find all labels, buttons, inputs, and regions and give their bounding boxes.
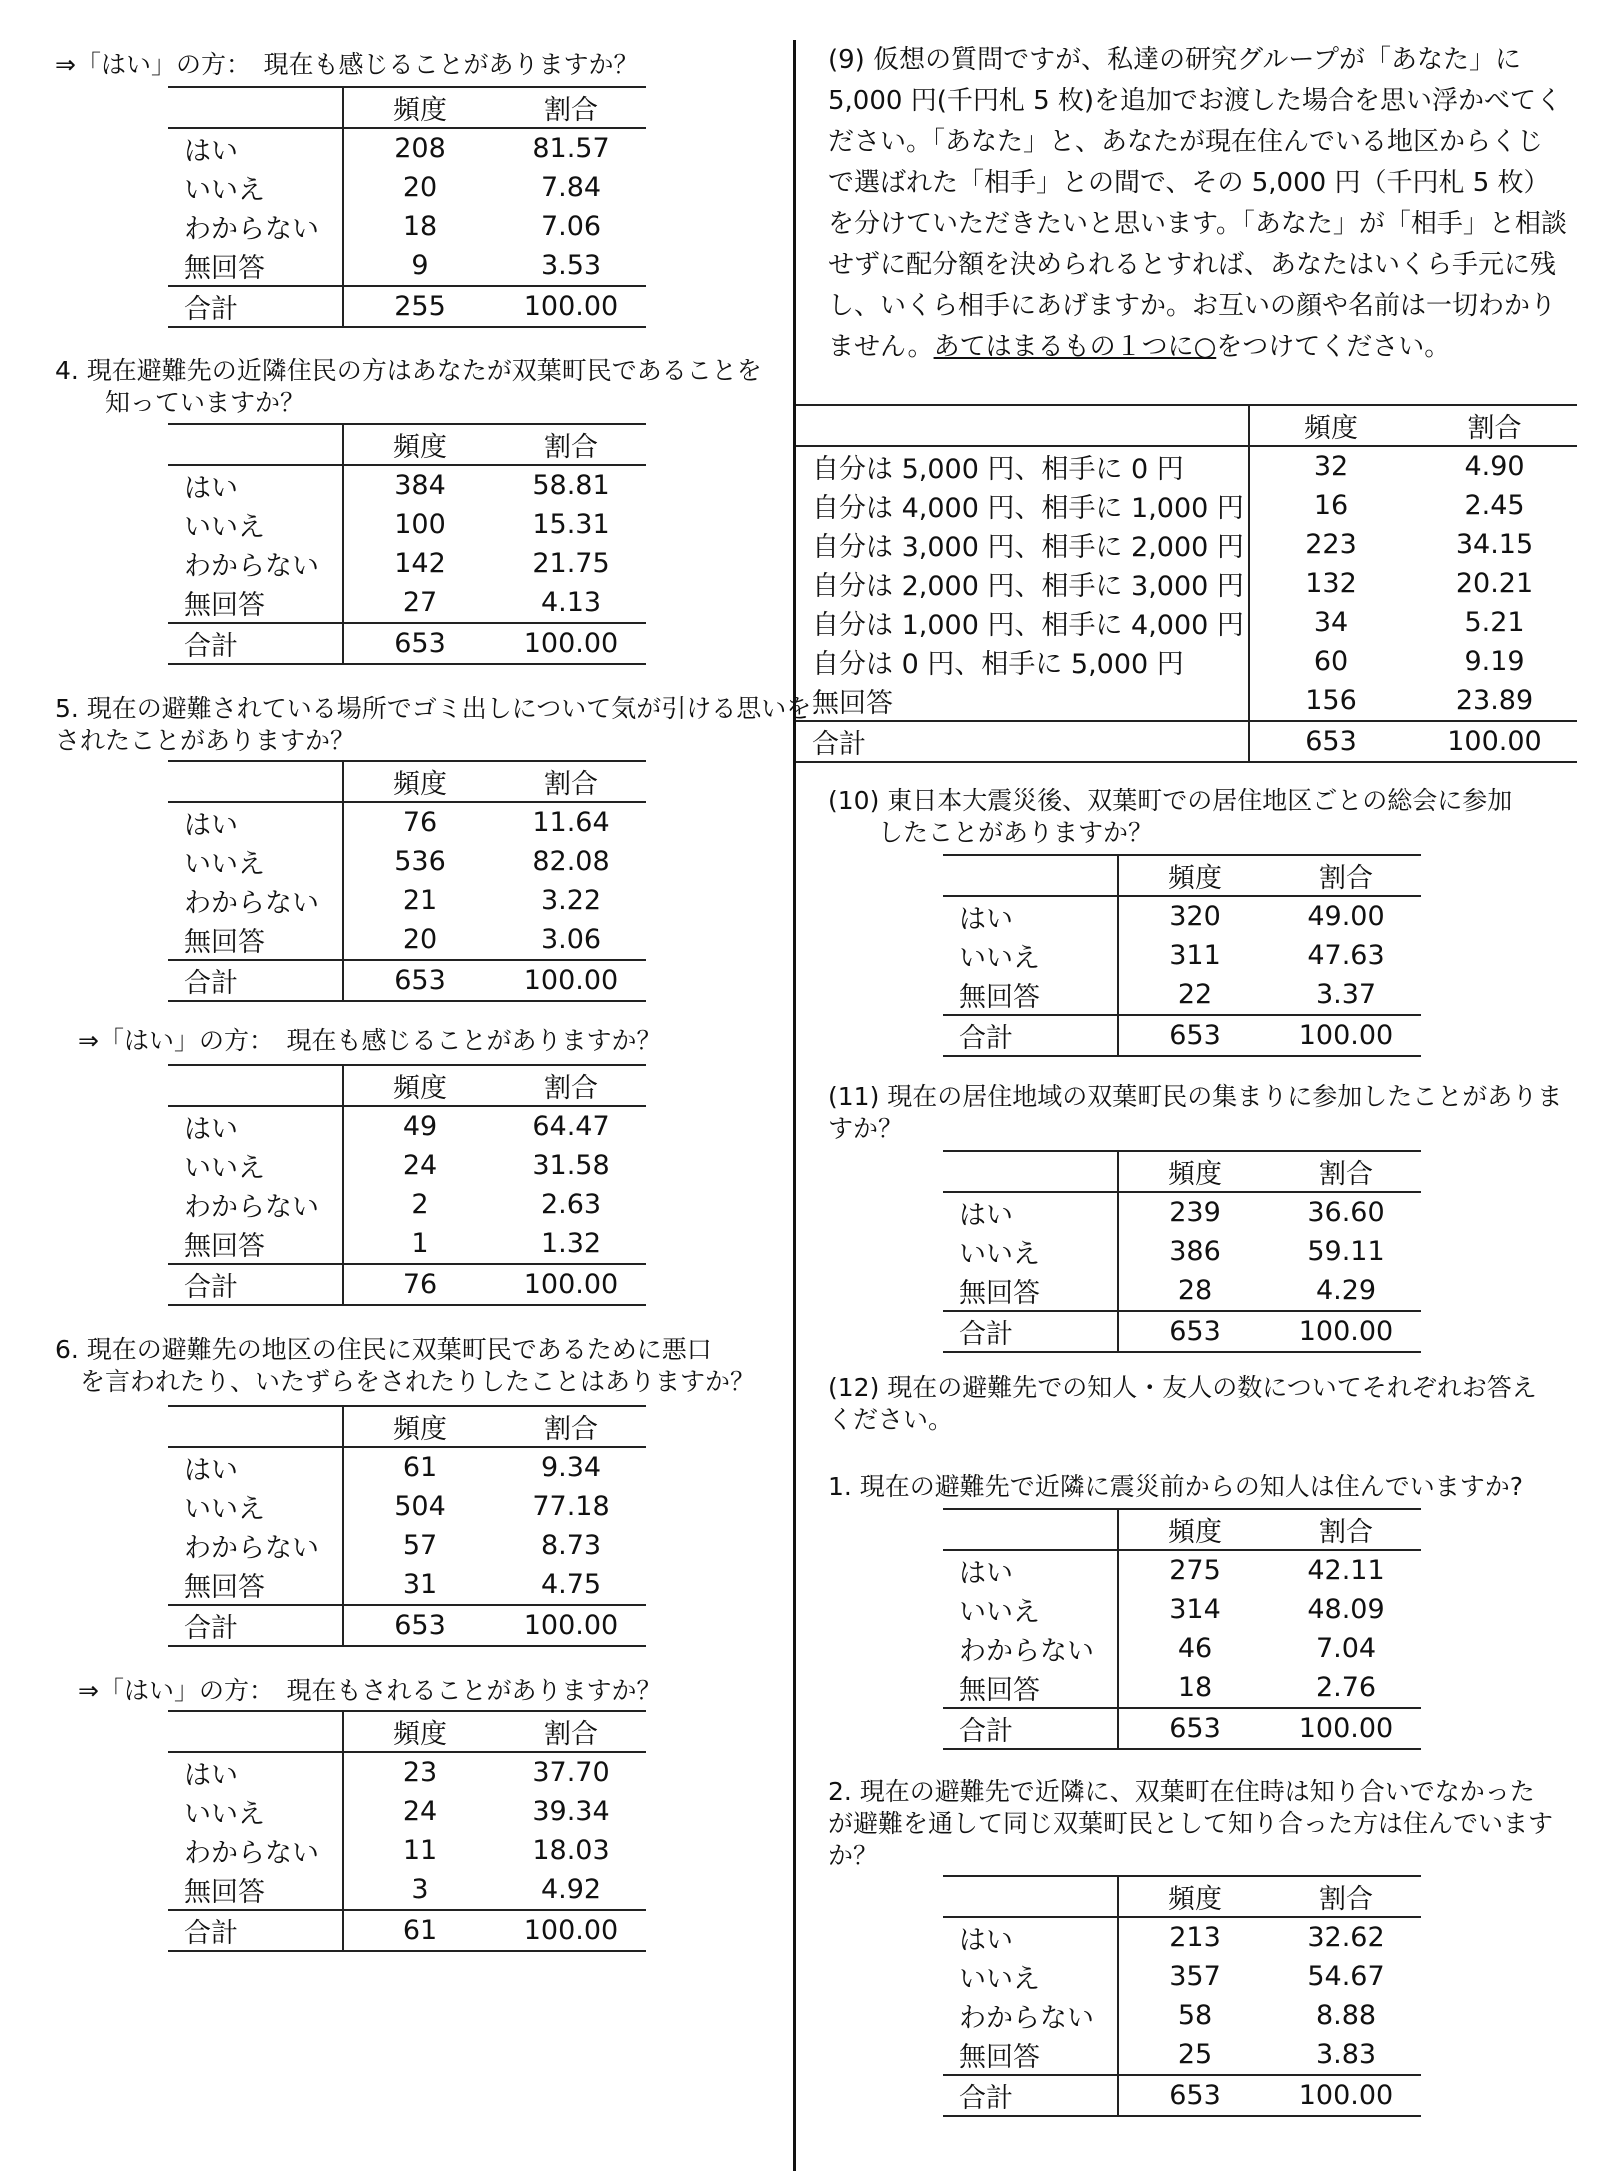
question-12-line2: ください。 [828,1405,954,1434]
table-cell: 27 [402,587,438,618]
table-cell: わからない [168,207,343,246]
table-cell: 8.88 [1315,2000,1377,2031]
table-row [943,975,1421,1015]
question-10-line2: したことがありますか？ [828,818,1154,847]
table-cell: いいえ [168,1487,343,1526]
table-header-cell [168,424,343,465]
table-cell: 653 [1118,2075,1271,2116]
section-title: ⇒「はい」の方： 現在もされることがありますか？ [78,1676,662,1705]
table-row [796,564,1577,603]
question-12-2-line2: が避難を通して同じ双葉町民として知り合った方は住んでいます [828,1809,1554,1838]
table-cell: 36.60 [1307,1197,1385,1228]
table-cell: 3.06 [540,924,602,955]
table-header-cell: 頻度 [343,1406,496,1447]
table-cell: 合計 [168,1264,343,1305]
table-cell: 100 [394,509,446,540]
table-cell: 合計 [796,721,1249,762]
table-row [943,1668,1421,1708]
table-cell: 9.19 [1464,646,1525,677]
question-10-line1: (10) 東日本大震災後、双葉町での居住地区ごとの総会に参加 [828,786,1513,815]
question-6-line2: を言われたり、いたずらをされたりしたことはありますか？ [55,1367,756,1396]
table-total-row [943,1015,1421,1056]
question-5-line2: されたことがありますか？ [55,726,356,755]
table-row [168,1565,646,1605]
table-cell: 20 [402,172,438,203]
table-cell: 275 [1169,1555,1221,1586]
table-cell: 合計 [168,1910,343,1951]
table-header-cell: 割合 [1271,1876,1421,1917]
table-cell: 20 [402,924,438,955]
table-cell: 223 [1305,529,1357,560]
table-q5 [168,760,646,1002]
table-total-row [943,1311,1421,1352]
table-cell: 21 [402,885,438,916]
table-row [943,1271,1421,1311]
table-cell: 合計 [943,1708,1118,1749]
table-cell: 18 [1177,1672,1213,1703]
table-row [168,207,646,246]
table-cell: 無回答 [168,246,343,286]
table-row [796,525,1577,564]
table-row [168,1146,646,1185]
table-cell: 自分は 1,000 円、相手に 4,000 円 [796,603,1249,642]
table-header-cell: 頻度 [343,87,496,128]
table-row [168,246,646,286]
table-row [943,2035,1421,2075]
table-cell: 536 [394,846,446,877]
table-cell: 46 [1177,1633,1213,1664]
table-total-row [168,1910,646,1951]
table-s6 [168,1710,646,1952]
table-cell: 25 [1177,2039,1213,2070]
table-cell: 653 [1118,1015,1271,1056]
table-row [168,802,646,842]
table-row [168,1106,646,1146]
table-cell: 208 [394,133,446,164]
table-cell: 4.75 [540,1569,602,1600]
table-s1 [168,86,646,328]
table-cell: 11 [402,1835,438,1866]
table-row [796,486,1577,525]
table-cell: 8.73 [540,1530,602,1561]
section-title: ⇒「はい」の方： 現在も感じることがありますか？ [78,1026,662,1055]
table-cell: わからない [168,1831,343,1870]
table-cell: 653 [343,960,496,1001]
table-cell: わからない [168,544,343,583]
table-s4 [168,1064,646,1306]
table-cell: はい [168,802,343,842]
table-cell: 31 [402,1569,438,1600]
table-cell: 77.18 [532,1491,610,1522]
table-cell: いいえ [168,505,343,544]
table-cell: 653 [343,623,496,664]
table-cell: いいえ [943,1232,1118,1271]
table-cell: 653 [343,1605,496,1646]
question-11-line1: (11) 現在の居住地域の双葉町民の集まりに参加したことがありま [828,1082,1563,1111]
table-cell: 100.00 [1271,1015,1421,1056]
table-cell: 142 [394,548,446,579]
table-cell: 76 [343,1264,496,1305]
table-q12-2 [943,1875,1421,2117]
table-row [168,920,646,960]
table-cell: 100.00 [496,286,646,327]
table-cell: 合計 [943,2075,1118,2116]
table-cell: 無回答 [796,681,1249,721]
table-cell: 無回答 [168,1870,343,1910]
table-header-cell: 頻度 [343,424,496,465]
table-cell: 2.45 [1464,490,1525,521]
table-header-cell: 割合 [1271,1151,1421,1192]
table-header-cell: 頻度 [1118,855,1271,896]
table-cell: いいえ [943,936,1118,975]
question-12-2-line3: か？ [828,1841,879,1870]
table-row [168,544,646,583]
table-row [168,505,646,544]
table-row [943,1917,1421,1957]
column-divider [793,40,796,2171]
table-cell: 49.00 [1307,901,1385,932]
table-cell: 18.03 [532,1835,610,1866]
table-header-cell: 頻度 [1118,1151,1271,1192]
table-total-row [168,623,646,664]
table-cell: 自分は 5,000 円、相手に 0 円 [796,446,1249,486]
table-cell: はい [168,1106,343,1146]
table-cell: はい [943,1192,1118,1232]
table-row [168,1752,646,1792]
table-cell: 2.63 [540,1189,602,1220]
table-cell: 自分は 0 円、相手に 5,000 円 [796,642,1249,681]
question-9-text: (9) 仮想の質問ですが、私達の研究グループが「あなた」に 5,000 円(千円札 5 枚)を追加でお渡した場合を思い浮かべてください。「あなた」と、あなたが現在住んでいる地区からくじで選ばれた「相手」との間で、その 5,000 円（千円札 5 枚）を分けていただきたいと思います。「あなた」が「相手」と相談せずに配分額を決められるとすれば、あなたはいくら手元に残し、いくら相手にあげますか。お互いの顔や名前は一切わかりません。あてはまるもの１つに○をつけてください。 [828,45,1567,362]
table-cell: 無回答 [943,1271,1118,1311]
table-cell: いいえ [943,1590,1118,1629]
table-cell: はい [168,128,343,168]
table-cell: いいえ [168,842,343,881]
question-11-line2: すか？ [828,1114,904,1143]
table-cell: 4.13 [540,587,602,618]
table-cell: わからない [943,1629,1118,1668]
question-9-underline: あてはまるもの１つに○ [933,332,1217,362]
table-row [168,583,646,623]
table-row [168,1185,646,1224]
table-cell: 54.67 [1307,1961,1385,1992]
table-cell: 32 [1313,451,1349,482]
table-row [168,1224,646,1264]
table-header-cell: 割合 [496,761,646,802]
table-cell: わからない [168,1526,343,1565]
table-row [943,936,1421,975]
table-row [168,465,646,505]
table-cell: 2 [411,1189,429,1220]
table-row [168,1792,646,1831]
table-cell: 自分は 2,000 円、相手に 3,000 円 [796,564,1249,603]
table-cell: 3.37 [1315,979,1377,1010]
table-cell: 653 [1118,1311,1271,1352]
table-row [796,603,1577,642]
table-header-cell [943,1876,1118,1917]
table-cell: 1.32 [540,1228,602,1259]
table-cell: 61 [402,1452,438,1483]
table-q6 [168,1405,646,1647]
table-cell: 386 [1169,1236,1221,1267]
table-cell: 653 [1249,721,1412,762]
table-cell: はい [168,465,343,505]
table-header-cell: 割合 [496,424,646,465]
table-cell: 3.22 [540,885,602,916]
table-cell: 合計 [168,286,343,327]
table-cell: 15.31 [532,509,610,540]
table-cell: 16 [1313,490,1349,521]
table-cell: 76 [402,807,438,838]
table-cell: 320 [1169,901,1221,932]
table-cell: 18 [402,211,438,242]
table-row [796,642,1577,681]
table-cell: わからない [168,881,343,920]
table-row [943,1996,1421,2035]
question-12-1-title: 1. 現在の避難先で近隣に震災前からの知人は住んでいますか? [828,1472,1524,1501]
table-cell: 314 [1169,1594,1221,1625]
table-total-row [168,1605,646,1646]
table-header-cell: 割合 [1412,405,1577,446]
table-cell: 無回答 [168,1224,343,1264]
question-6-line1: 6. 現在の避難先の地区の住民に双葉町民であるために悪口 [55,1335,712,1364]
table-cell: 4.90 [1464,451,1525,482]
table-q12-1 [943,1508,1421,1750]
table-cell: 34.15 [1455,529,1534,560]
table-cell: わからない [168,1185,343,1224]
table-cell: いいえ [943,1957,1118,1996]
table-cell: 23 [402,1757,438,1788]
table-header-cell: 頻度 [343,761,496,802]
table-q10 [943,854,1421,1057]
table-cell: 504 [394,1491,446,1522]
table-total-row [943,2075,1421,2116]
table-cell: 28 [1177,1275,1213,1306]
table-header-cell: 割合 [496,87,646,128]
table-cell: 100.00 [1412,721,1577,762]
question-4-line2: 知っていますか？ [55,388,306,417]
question-12-2-line1: 2. 現在の避難先で近隣に、双葉町在住時は知り合いでなかった [828,1777,1535,1806]
table-cell: いいえ [168,168,343,207]
table-cell: 213 [1169,1922,1221,1953]
table-cell: 合計 [168,960,343,1001]
table-q4 [168,423,646,665]
table-cell: 42.11 [1307,1555,1385,1586]
table-total-row [796,721,1577,762]
table-header-cell: 頻度 [1118,1509,1271,1550]
table-cell: 39.34 [532,1796,610,1827]
table-cell: 4.92 [540,1874,602,1905]
table-cell: 3.83 [1315,2039,1377,2070]
table-cell: はい [943,1917,1118,1957]
table-cell: 21.75 [532,548,610,579]
table-cell: 59.11 [1307,1236,1385,1267]
table-cell: 4.29 [1315,1275,1377,1306]
table-row [943,1232,1421,1271]
section-title: ⇒「はい」の方： 現在も感じることがありますか？ [55,50,639,79]
table-cell: 5.21 [1464,607,1525,638]
table-cell: 7.06 [540,211,602,242]
table-row [168,128,646,168]
table-cell: 653 [1118,1708,1271,1749]
table-cell: 100.00 [1271,1311,1421,1352]
table-cell: 無回答 [943,1668,1118,1708]
table-cell: はい [943,1550,1118,1590]
table-row [168,168,646,207]
table-cell: 23.89 [1455,685,1534,716]
table-cell: 無回答 [943,2035,1118,2075]
table-cell: 311 [1169,940,1221,971]
table-cell: 7.84 [540,172,602,203]
table-q11 [943,1150,1421,1353]
table-header-cell [168,1406,343,1447]
table-cell: 2.76 [1315,1672,1377,1703]
table-cell: はい [168,1752,343,1792]
table-cell: 24 [402,1150,438,1181]
table-cell: 合計 [943,1311,1118,1352]
table-cell: 100.00 [496,960,646,1001]
table-cell: 自分は 3,000 円、相手に 2,000 円 [796,525,1249,564]
table-cell: 20.21 [1455,568,1534,599]
table-cell: 82.08 [532,846,610,877]
table-cell: 無回答 [168,920,343,960]
table-cell: わからない [943,1996,1118,2035]
table-header-cell [168,87,343,128]
table-row [168,1526,646,1565]
table-cell: 132 [1305,568,1357,599]
table-cell: 100.00 [496,1605,646,1646]
table-cell: いいえ [168,1146,343,1185]
table-cell: 61 [343,1910,496,1951]
table-row [943,1550,1421,1590]
table-cell: 1 [411,1228,429,1259]
table-cell: 255 [343,286,496,327]
table-cell: 3 [411,1874,429,1905]
table-cell: 58.81 [532,470,610,501]
table-header-cell: 頻度 [1118,1876,1271,1917]
table-cell: 無回答 [943,975,1118,1015]
table-header-cell [943,1509,1118,1550]
table-header-cell: 頻度 [343,1711,496,1752]
table-header-cell: 割合 [1271,1509,1421,1550]
table-cell: 31.58 [532,1150,610,1181]
table-cell: 47.63 [1307,940,1385,971]
table-cell: 合計 [943,1015,1118,1056]
table-total-row [168,1264,646,1305]
table-cell: 自分は 4,000 円、相手に 1,000 円 [796,486,1249,525]
table-cell: 3.53 [540,250,602,281]
table-cell: 24 [402,1796,438,1827]
table-row [943,896,1421,936]
table-row [168,1487,646,1526]
table-cell: 100.00 [1271,1708,1421,1749]
table-row [168,1831,646,1870]
table-cell: はい [168,1447,343,1487]
question-5-line1: 5. 現在の避難されている場所でゴミ出しについて気が引ける思いを [55,694,812,723]
table-cell: 無回答 [168,583,343,623]
table-header-cell: 割合 [496,1065,646,1106]
table-row [943,1590,1421,1629]
table-row [796,681,1577,721]
table-row [168,881,646,920]
table-total-row [168,960,646,1001]
table-header-cell: 割合 [1271,855,1421,896]
table-cell: 81.57 [532,133,610,164]
table-cell: 32.62 [1307,1922,1385,1953]
table-cell: 無回答 [168,1565,343,1605]
table-cell: 357 [1169,1961,1221,1992]
table-row [943,1629,1421,1668]
table-cell: 58 [1177,2000,1213,2031]
table-cell: 22 [1177,979,1213,1010]
table-total-row [943,1708,1421,1749]
table-cell: 384 [394,470,446,501]
table-cell: 100.00 [496,1264,646,1305]
table-cell: 64.47 [532,1111,610,1142]
table-header-cell [168,761,343,802]
table-row [943,1192,1421,1232]
table-header-cell [796,405,1249,446]
table-cell: 11.64 [532,807,610,838]
table-row [168,1870,646,1910]
table-cell: 37.70 [532,1757,610,1788]
table-cell: 48.09 [1307,1594,1385,1625]
table-cell: 156 [1305,685,1357,716]
table-header-cell [168,1711,343,1752]
table-header-cell: 頻度 [343,1065,496,1106]
table-cell: 9 [411,250,429,281]
table-cell: 100.00 [1271,2075,1421,2116]
table-row [168,1447,646,1487]
table-row [796,446,1577,486]
table-cell: 239 [1169,1197,1221,1228]
table-cell: 34 [1313,607,1349,638]
table-header-cell: 頻度 [1249,405,1412,446]
table-cell: はい [943,896,1118,936]
question-12-line1: (12) 現在の避難先での知人・友人の数についてそれぞれお答え [828,1373,1537,1402]
table-cell: 合計 [168,623,343,664]
table-header-cell: 割合 [496,1711,646,1752]
table-cell: 60 [1313,646,1349,677]
table-cell: 100.00 [496,623,646,664]
table-total-row [168,286,646,327]
table-header-cell [168,1065,343,1106]
table-row [943,1957,1421,1996]
table-row [168,842,646,881]
table-cell: 9.34 [540,1452,602,1483]
table-header-cell [943,855,1118,896]
table-header-cell: 割合 [496,1406,646,1447]
table-cell: 合計 [168,1605,343,1646]
table-cell: いいえ [168,1792,343,1831]
table-header-cell [943,1151,1118,1192]
table-q9 [796,404,1577,763]
question-4-line1: 4. 現在避難先の近隣住民の方はあなたが双葉町民であることを [55,356,762,385]
table-cell: 7.04 [1315,1633,1377,1664]
table-cell: 49 [402,1111,438,1142]
table-cell: 100.00 [496,1910,646,1951]
table-cell: 57 [402,1530,438,1561]
